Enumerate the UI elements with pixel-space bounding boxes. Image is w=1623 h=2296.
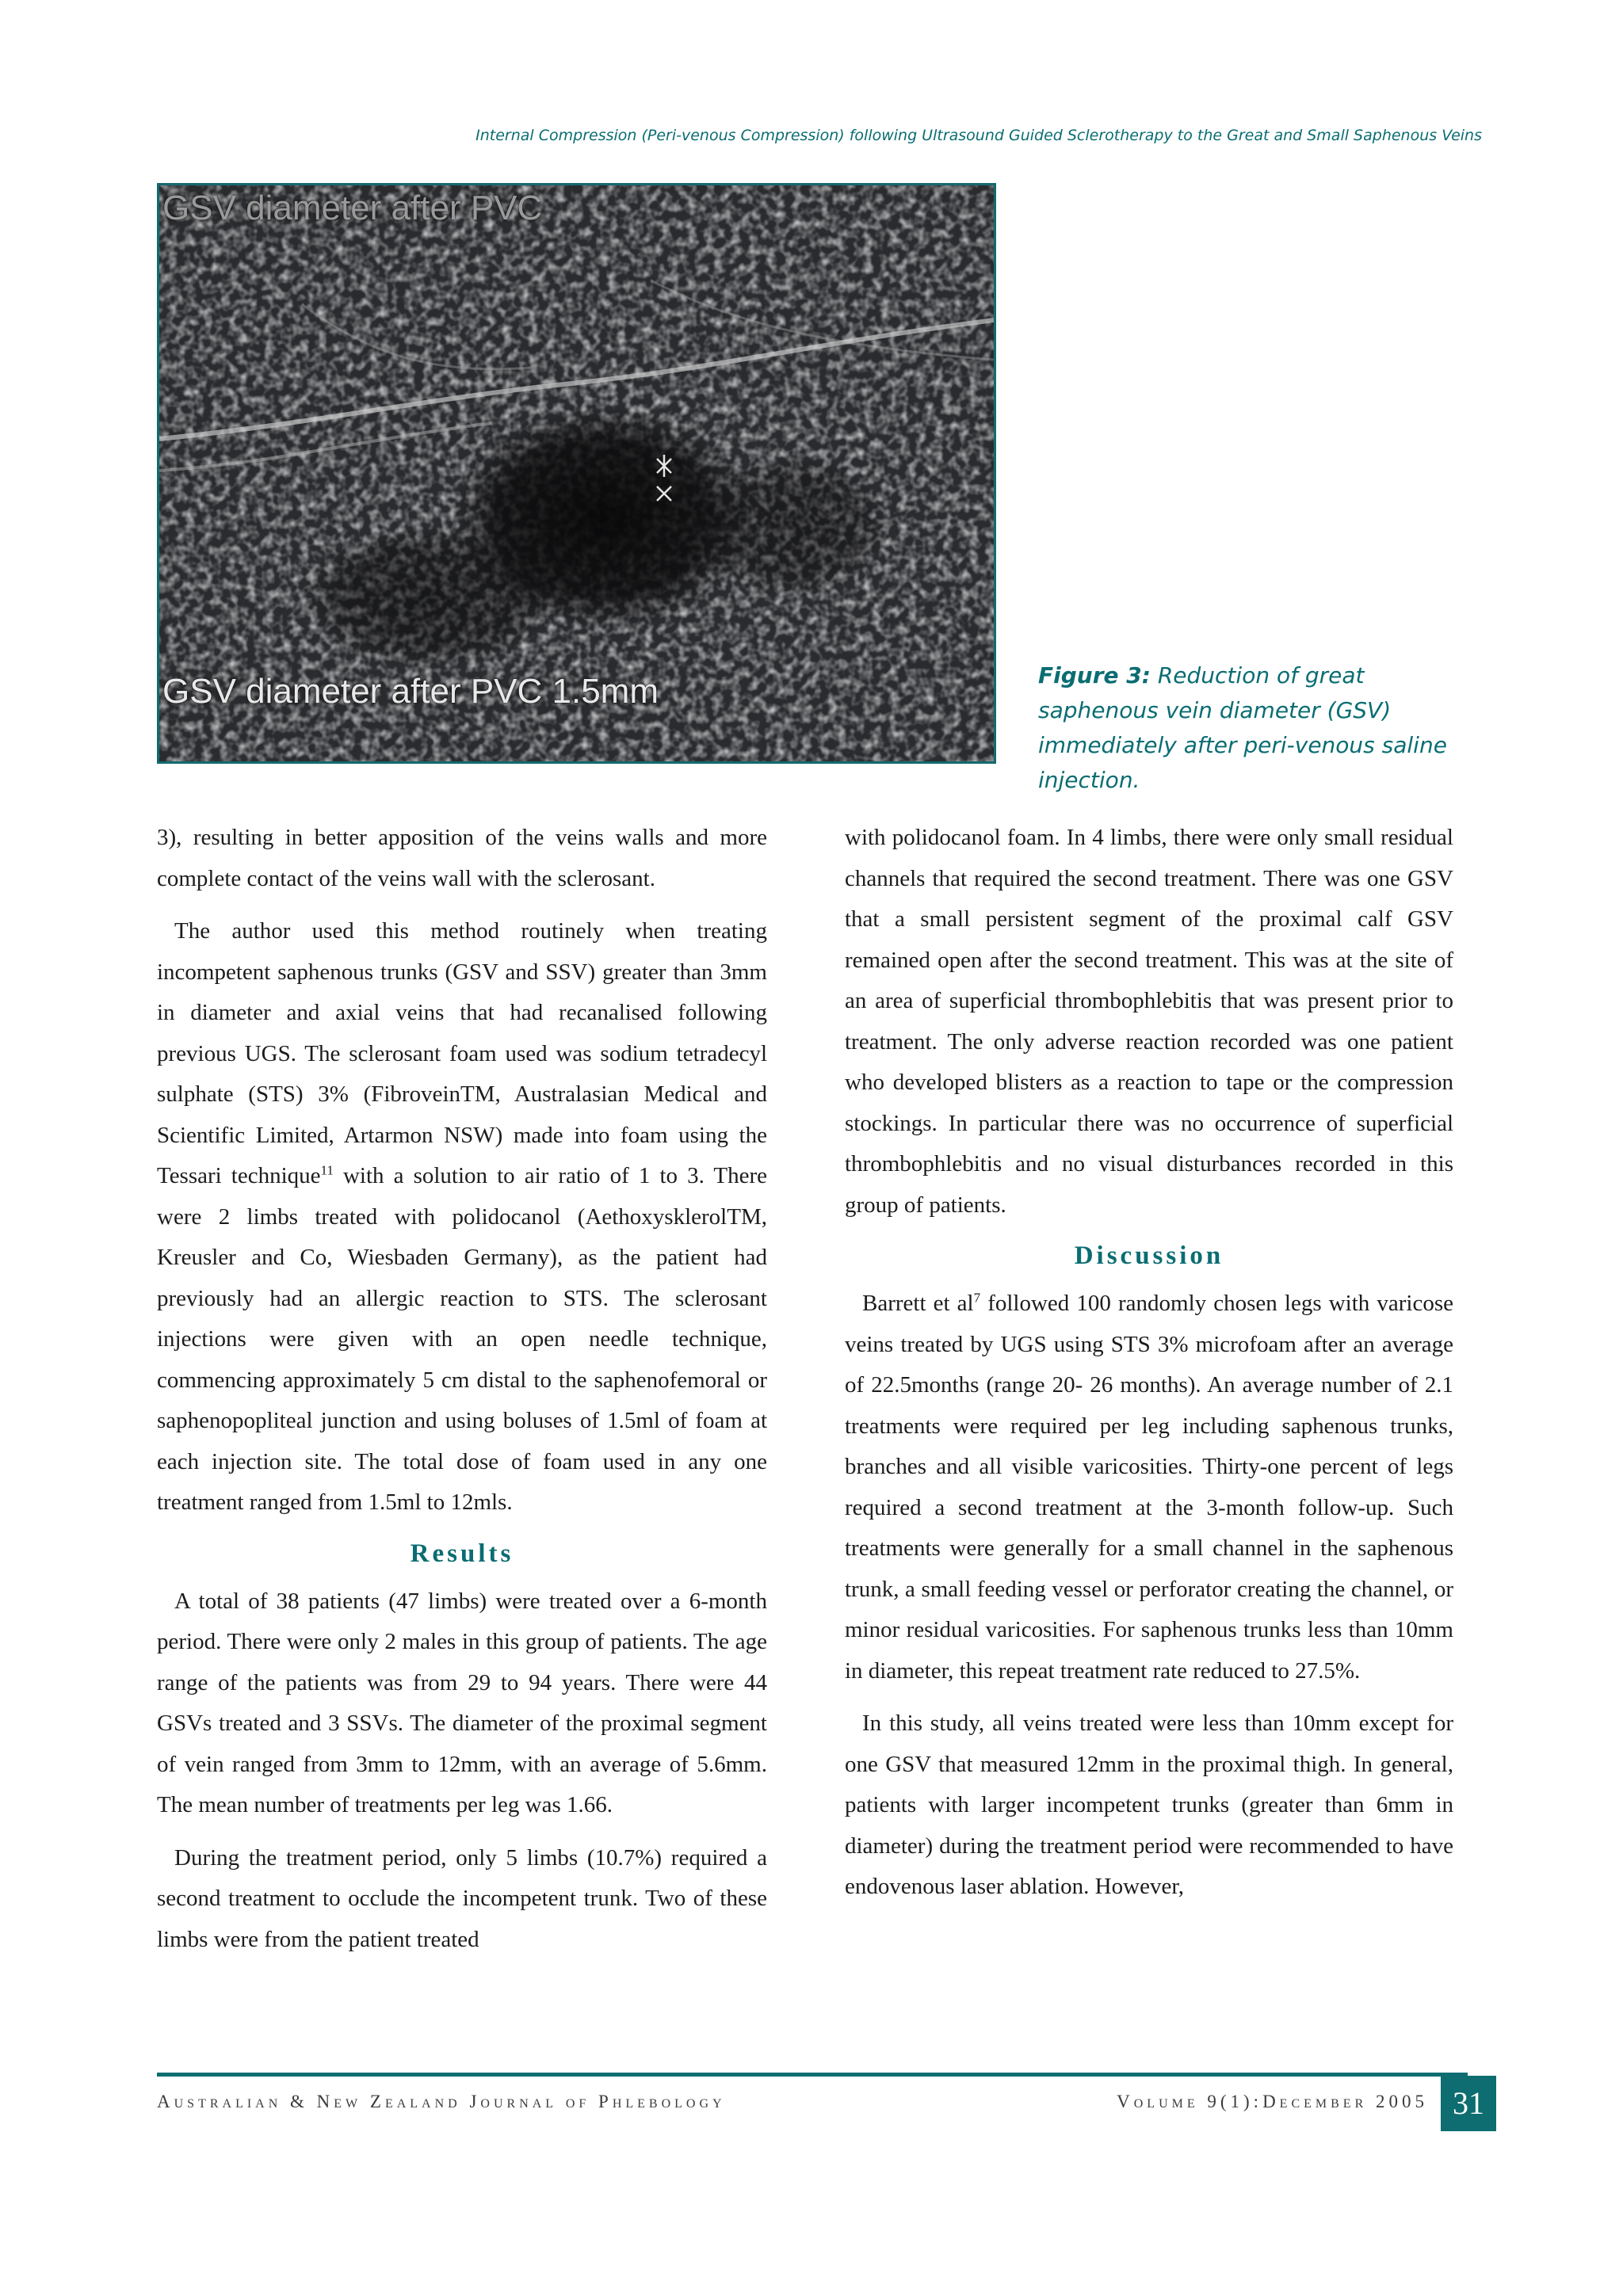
right-column	[845, 818, 1453, 1920]
figure-caption-label: Figure 3:	[1038, 662, 1151, 688]
section-heading-results: Results	[410, 1539, 514, 1568]
paragraph: 3), resulting in better apposition of the veins walls and more complete contact of the veins wall with the sclerosant.	[157, 825, 767, 891]
paragraph	[845, 1283, 1453, 1691]
page-number: 31	[1441, 2076, 1496, 2131]
paragraph-text: The author used this method routinely when treating incompetent saphenous trunks (GSV and SSV) greater than 3mm in diameter and axial veins that had recanalised following previous UGS. The sclerosant foam used was sodium tetradecyl sulphate (STS) 3% (FibroveinTM, Australasian Medical and Scientific Limited, Artarmon NSW) made into foam using the Tessari technique	[157, 918, 767, 1188]
section-heading-discussion: Discussion	[1074, 1241, 1224, 1270]
paragraph	[157, 911, 767, 1524]
footer-journal-name: Australian & New Zealand Journal of Phlebology	[157, 2092, 726, 2111]
image-overlay-measurement: GSV diameter after PVC 1.5mm	[162, 672, 659, 711]
reference-number: 11	[320, 1162, 334, 1178]
left-column	[157, 818, 767, 1972]
figure-caption-text: Reduction of great saphenous vein diameter (GSV) immediately after peri-venous saline injection.	[1038, 662, 1447, 793]
reference-number: 7	[973, 1290, 981, 1306]
running-header: Internal Compression (Peri-venous Compression) following Ultrasound Guided Sclerotherapy to the Great and Small Saphenous Veins	[475, 127, 1482, 144]
paragraph-text: followed 100 randomly chosen legs with varicose veins treated by UGS using STS 3% microfoam after an average of 22.5months (range 20- 26 months). An average number of 2.1 treatments were required per leg including saphenous trunks, branches and all visible varicosities. Thirty-one percent of legs required a second treatment at the 3-month follow-up. Such treatments were generally for a small channel in the saphenous trunk, a small feeding vessel or perforator creating the channel, or minor residual varicosities. For saphenous trunks less than 10mm in diameter, this repeat treatment rate reduced to 27.5%.	[845, 1291, 1453, 1684]
paragraph: with polidocanol foam. In 4 limbs, there were only small residual channels that required the second treatment. There was one GSV that a small persistent segment of the proximal calf GSV remained open after the second treatment. This was at the site of an area of superficial thrombophlebitis that was present prior to treatment. The only adverse reaction recorded was one patient who developed blisters as a reaction to tape or the compression stockings. In particular there was no occurrence of superficial thrombophlebitis and no visual disturbances recorded in this group of patients.	[845, 825, 1453, 1218]
figure-caption	[1038, 658, 1482, 798]
footer-volume: Volume 9(1):December 2005	[1117, 2092, 1428, 2111]
ultrasound-image	[157, 183, 996, 764]
paragraph-text: with a solution to air ratio of 1 to 3. There were 2 limbs treated with polidocanol (AethoxysklerolTM, Kreusler and Co, Wiesbaden Germany), as the patient had previously had an allergic reaction to STS. The sclerosant injections were given with an open needle technique, commencing approximately 5 cm distal to the saphenofemoral or saphenopopliteal junction and using boluses of 1.5ml of foam at each injection site. The total dose of foam used in any one treatment ranged from 1.5ml to 12mls.	[157, 1163, 767, 1515]
paragraph: In this study, all veins treated were less than 10mm except for one GSV that measured 12mm in the proximal thigh. In general, patients with larger incompetent trunks (greater than 6mm in diameter) during the treatment period were recommended to have endovenous laser ablation. However,	[845, 1711, 1453, 1899]
image-overlay-title: GSV diameter after PVC	[162, 189, 543, 227]
paragraph: During the treatment period, only 5 limbs (10.7%) required a second treatment to occlude the incompetent trunk. Two of these limbs were from the patient treated	[157, 1844, 767, 1952]
paragraph-text: Barrett et al	[862, 1291, 974, 1316]
paragraph: A total of 38 patients (47 limbs) were treated over a 6-month period. There were only 2 males in this group of patients. The age range of the patients was from 29 to 94 years. There were 44 GSVs treated and 3 SSVs. The diameter of the proximal segment of vein ranged from 3mm to 12mm, with an average of 5.6mm. The mean number of treatments per leg was 1.66.	[157, 1588, 767, 1817]
footer-rule	[157, 2073, 1468, 2077]
